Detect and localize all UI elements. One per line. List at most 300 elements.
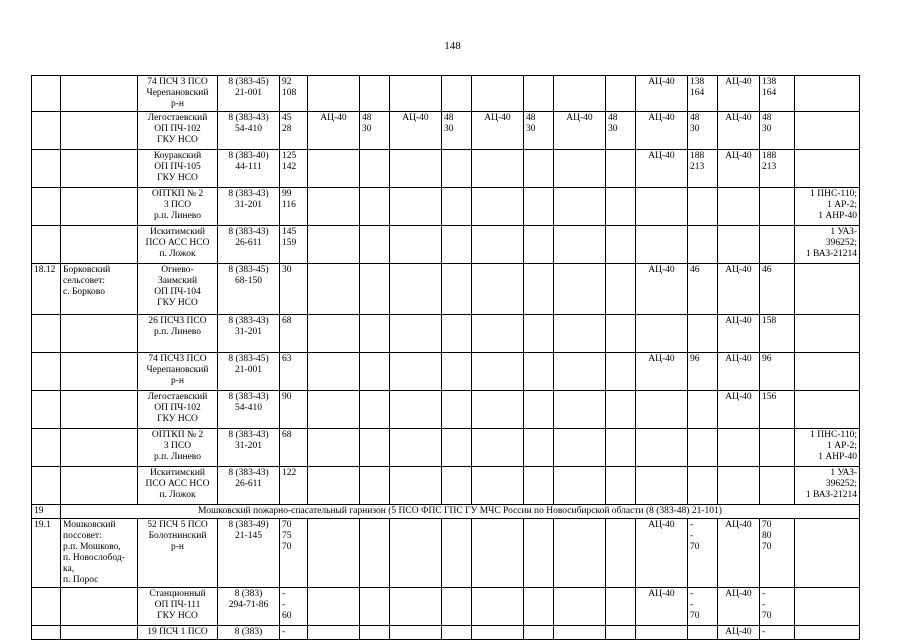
table-row [32, 150, 860, 188]
extra-equipment-cell [795, 391, 860, 429]
vehicle-value-cell [688, 315, 718, 353]
vehicle-value-cell-line: 213 [762, 162, 777, 172]
settlement-cell-line: поссовет: [63, 531, 102, 541]
phone-cell-line: 26-611 [235, 479, 262, 489]
fire-unit-cell-line: ОПТКП № 2 [151, 189, 204, 199]
table-row [32, 626, 860, 640]
vehicle-value-cell-line: 30 [608, 124, 618, 134]
vehicle-value-cell [524, 76, 554, 112]
vehicle-value-cell [606, 519, 636, 588]
vehicle-type-cell: АЦ-40 [718, 112, 760, 150]
fire-unit-cell [138, 112, 218, 150]
phone-cell-line: 8 (383-43) [228, 189, 269, 199]
row-number [32, 429, 61, 467]
vehicle-type-cell [472, 626, 524, 640]
vehicle-type-cell [554, 467, 606, 505]
vehicle-value-cell [688, 150, 718, 188]
settlement-cell-line: Мошковский [63, 520, 116, 530]
distance-cell-line: 70 [282, 542, 292, 552]
vehicle-value-cell [360, 588, 390, 626]
distance-cell [280, 150, 308, 188]
fire-unit-cell-line: Черепановский [146, 88, 209, 98]
vehicle-value-cell [524, 391, 554, 429]
vehicle-value-cell-line: 164 [690, 88, 705, 98]
vehicle-value-cell [760, 226, 795, 264]
vehicle-value-cell [688, 626, 718, 640]
vehicle-value-cell [760, 391, 795, 429]
vehicle-value-cell-line: 70 [762, 520, 772, 530]
vehicle-type-cell [554, 150, 606, 188]
vehicle-type-cell [472, 429, 524, 467]
settlement-cell-line: сельсовет: [63, 276, 106, 286]
extra-equipment-cell [795, 264, 860, 315]
phone-cell [218, 353, 280, 391]
vehicle-value-cell [360, 315, 390, 353]
vehicle-value-cell [606, 150, 636, 188]
vehicle-value-cell-line: 30 [526, 124, 536, 134]
table-row [32, 264, 860, 315]
fire-unit-cell-line: Легостаевский [147, 392, 208, 402]
vehicle-type-cell [472, 76, 524, 112]
settlement-cell-line: Борковский [63, 265, 111, 275]
fire-unit-cell [138, 391, 218, 429]
phone-cell [218, 588, 280, 626]
phone-cell [218, 112, 280, 150]
vehicle-value-cell-line: 138 [690, 77, 705, 87]
vehicle-type-cell [308, 429, 360, 467]
fire-unit-cell-line: ОП ПЧ-102 [154, 403, 201, 413]
vehicle-value-cell [760, 112, 795, 150]
settlement-cell-line: с. Борково [63, 287, 105, 297]
vehicle-type-cell [308, 626, 360, 640]
vehicle-value-cell [606, 467, 636, 505]
vehicle-value-cell [688, 467, 718, 505]
fire-unit-cell-line: Огнево- [161, 265, 194, 275]
row-number [32, 588, 61, 626]
vehicle-value-cell-line: 158 [762, 316, 777, 326]
fire-unit-cell [138, 226, 218, 264]
vehicle-value-cell [442, 626, 472, 640]
vehicle-value-cell [688, 112, 718, 150]
phone-cell-line: 8 (383) [234, 627, 263, 637]
phone-cell-line: 21-145 [235, 531, 262, 541]
vehicle-type-cell [718, 226, 760, 264]
vehicle-value-cell [760, 626, 795, 640]
vehicle-type-cell [636, 315, 688, 353]
vehicle-value-cell [524, 429, 554, 467]
phone-cell [218, 264, 280, 315]
vehicle-type-cell [554, 264, 606, 315]
vehicle-value-cell-line: 48 [444, 113, 454, 123]
distance-cell-line: - [282, 589, 286, 599]
vehicle-type-cell [554, 353, 606, 391]
vehicle-value-cell-line: 30 [690, 124, 700, 134]
phone-cell-line: 21-001 [235, 365, 262, 375]
phone-cell [218, 226, 280, 264]
distance-cell [280, 519, 308, 588]
vehicle-type-cell [308, 467, 360, 505]
vehicle-type-cell [636, 626, 688, 640]
vehicle-type-cell: АЦ-40 [636, 76, 688, 112]
response-schedule-table [31, 75, 860, 640]
phone-cell-line: 8 (383-45) [228, 265, 269, 275]
phone-cell [218, 429, 280, 467]
fire-unit-cell-line: п. Ложок [159, 249, 196, 259]
vehicle-type-cell [718, 188, 760, 226]
vehicle-type-cell [390, 467, 442, 505]
vehicle-value-cell [760, 315, 795, 353]
fire-unit-cell-line: Болотнинский [148, 531, 207, 541]
settlement-cell [61, 626, 138, 640]
fire-unit-cell [138, 588, 218, 626]
fire-unit-cell-line: Легостаевский [147, 113, 208, 123]
vehicle-value-cell-line: 213 [690, 162, 705, 172]
vehicle-type-cell [636, 188, 688, 226]
vehicle-value-cell-line: - [690, 520, 694, 530]
fire-unit-cell-line: р-н [171, 99, 184, 109]
vehicle-value-cell-line: 188 [690, 151, 705, 161]
vehicle-value-cell [360, 467, 390, 505]
vehicle-value-cell [442, 467, 472, 505]
vehicle-value-cell [442, 76, 472, 112]
fire-unit-cell-line: Искитимский [149, 227, 206, 237]
vehicle-type-cell [390, 150, 442, 188]
table-row [32, 76, 860, 112]
distance-cell [280, 112, 308, 150]
settlement-cell [61, 150, 138, 188]
table-row [32, 467, 860, 505]
distance-cell-line: 116 [282, 200, 296, 210]
table-row [32, 226, 860, 264]
vehicle-value-cell [524, 264, 554, 315]
phone-cell-line: 8 (383-45) [228, 77, 269, 87]
vehicle-type-cell [308, 353, 360, 391]
fire-unit-cell [138, 188, 218, 226]
vehicle-value-cell [606, 353, 636, 391]
settlement-cell [61, 353, 138, 391]
vehicle-value-cell [524, 626, 554, 640]
distance-cell [280, 467, 308, 505]
vehicle-value-cell [360, 391, 390, 429]
vehicle-type-cell: АЦ-40 [636, 150, 688, 188]
vehicle-value-cell-line: - [762, 589, 766, 599]
extra-equipment-cell [795, 353, 860, 391]
phone-cell-line: 31-201 [235, 327, 262, 337]
phone-cell-line: 8 (383-43) [228, 113, 269, 123]
extra-equipment-cell-line: 396252; [825, 238, 857, 248]
vehicle-value-cell-line: - [690, 531, 694, 541]
phone-cell-line: 54-410 [235, 124, 262, 134]
fire-unit-cell [138, 150, 218, 188]
vehicle-type-cell: АЦ-40 [718, 519, 760, 588]
distance-cell-line: 142 [282, 162, 297, 172]
phone-cell-line: 8 (383-43) [228, 316, 269, 326]
fire-unit-cell [138, 76, 218, 112]
vehicle-value-cell [360, 353, 390, 391]
vehicle-value-cell-line: - [690, 600, 694, 610]
vehicle-value-cell [688, 588, 718, 626]
vehicle-value-cell [688, 391, 718, 429]
vehicle-type-cell [636, 226, 688, 264]
vehicle-type-cell [636, 391, 688, 429]
distance-cell-line: 30 [282, 265, 292, 275]
vehicle-type-cell [554, 519, 606, 588]
vehicle-type-cell: АЦ-40 [718, 391, 760, 429]
distance-cell [280, 353, 308, 391]
vehicle-value-cell [360, 150, 390, 188]
phone-cell-line: 54-410 [235, 403, 262, 413]
vehicle-value-cell-line: - [690, 589, 694, 599]
vehicle-type-cell [472, 264, 524, 315]
vehicle-value-cell [360, 626, 390, 640]
table-row [32, 588, 860, 626]
vehicle-value-cell [524, 315, 554, 353]
vehicle-value-cell [606, 588, 636, 626]
vehicle-value-cell [442, 226, 472, 264]
vehicle-value-cell-line: 70 [690, 611, 700, 621]
vehicle-value-cell [442, 391, 472, 429]
vehicle-value-cell [360, 429, 390, 467]
fire-unit-cell-line: р.п. Линево [154, 327, 201, 337]
vehicle-value-cell [360, 264, 390, 315]
distance-cell-line: - [282, 627, 286, 637]
vehicle-value-cell [606, 429, 636, 467]
phone-cell-line: 44-111 [235, 162, 262, 172]
settlement-cell [61, 264, 138, 315]
vehicle-type-cell [308, 226, 360, 264]
vehicle-type-cell [308, 150, 360, 188]
vehicle-value-cell-line: 30 [362, 124, 372, 134]
settlement-cell-line: п. Порос [63, 575, 99, 585]
vehicle-value-cell [360, 226, 390, 264]
extra-equipment-cell [795, 626, 860, 640]
vehicle-value-cell [442, 264, 472, 315]
vehicle-type-cell [308, 519, 360, 588]
settlement-cell-line: п. Новослобод- [63, 553, 125, 563]
fire-unit-cell-line: ГКУ НСО [157, 298, 198, 308]
vehicle-type-cell [554, 429, 606, 467]
vehicle-value-cell-line: 48 [762, 113, 772, 123]
vehicle-value-cell [760, 188, 795, 226]
phone-cell-line: 31-201 [235, 200, 262, 210]
extra-equipment-cell-line: 1 АНР-40 [818, 211, 857, 221]
row-number [32, 353, 61, 391]
table-row [32, 315, 860, 353]
fire-unit-cell-line: Искитимский [149, 468, 206, 478]
fire-unit-cell [138, 315, 218, 353]
distance-cell-line: 145 [282, 227, 297, 237]
phone-cell [218, 315, 280, 353]
distance-cell-line: 159 [282, 238, 297, 248]
fire-unit-cell-line: 74 ПСЧ 3 ПСО [147, 77, 208, 87]
row-number [32, 626, 61, 640]
vehicle-value-cell [524, 188, 554, 226]
fire-unit-cell-line: 19 ПСЧ 1 ПСО [147, 627, 208, 637]
distance-cell [280, 226, 308, 264]
phone-cell [218, 519, 280, 588]
vehicle-value-cell-line: 156 [762, 392, 777, 402]
extra-equipment-cell-line: 1 ВАЗ-21214 [805, 249, 857, 259]
vehicle-type-cell [554, 588, 606, 626]
fire-unit-cell [138, 626, 218, 640]
vehicle-type-cell: АЦ-40 [718, 264, 760, 315]
vehicle-value-cell [760, 429, 795, 467]
vehicle-type-cell [472, 588, 524, 626]
vehicle-value-cell [606, 188, 636, 226]
vehicle-value-cell [688, 353, 718, 391]
vehicle-type-cell: АЦ-40 [390, 112, 442, 150]
vehicle-type-cell [390, 429, 442, 467]
distance-cell-line: 90 [282, 392, 292, 402]
vehicle-value-cell [442, 150, 472, 188]
phone-cell [218, 626, 280, 640]
distance-cell-line: 63 [282, 354, 292, 364]
vehicle-value-cell [442, 188, 472, 226]
vehicle-value-cell-line: 46 [690, 265, 700, 275]
vehicle-value-cell-line: - [762, 600, 766, 610]
vehicle-value-cell [360, 188, 390, 226]
phone-cell [218, 467, 280, 505]
vehicle-value-cell [442, 429, 472, 467]
vehicle-value-cell [760, 150, 795, 188]
vehicle-type-cell [308, 188, 360, 226]
fire-unit-cell [138, 467, 218, 505]
vehicle-value-cell-line: 48 [362, 113, 372, 123]
row-number: 19.1 [32, 519, 61, 588]
vehicle-type-cell [308, 76, 360, 112]
extra-equipment-cell [795, 188, 860, 226]
vehicle-value-cell [688, 519, 718, 588]
vehicle-type-cell [472, 519, 524, 588]
distance-cell [280, 188, 308, 226]
fire-unit-cell-line: п. Ложок [159, 490, 196, 500]
vehicle-type-cell: АЦ-40 [636, 353, 688, 391]
vehicle-value-cell [760, 264, 795, 315]
table-row [32, 429, 860, 467]
extra-equipment-cell-line: 1 АР-2; [827, 441, 857, 451]
vehicle-type-cell [308, 391, 360, 429]
distance-cell [280, 588, 308, 626]
fire-unit-cell-line: ОП ПЧ-104 [154, 287, 201, 297]
vehicle-value-cell [524, 112, 554, 150]
vehicle-value-cell [524, 353, 554, 391]
vehicle-value-cell [524, 519, 554, 588]
vehicle-value-cell-line: 70 [762, 542, 772, 552]
vehicle-value-cell [606, 112, 636, 150]
vehicle-type-cell [390, 626, 442, 640]
vehicle-value-cell [524, 588, 554, 626]
vehicle-type-cell [554, 226, 606, 264]
vehicle-value-cell [760, 519, 795, 588]
phone-cell-line: 8 (383-43) [228, 468, 269, 478]
extra-equipment-cell-line: 1 АР-2; [827, 200, 857, 210]
vehicle-type-cell [308, 315, 360, 353]
phone-cell [218, 188, 280, 226]
fire-unit-cell-line: 26 ПСЧ3 ПСО [148, 316, 207, 326]
vehicle-value-cell-line: 80 [762, 531, 772, 541]
vehicle-type-cell [718, 467, 760, 505]
vehicle-type-cell [636, 467, 688, 505]
vehicle-value-cell [760, 467, 795, 505]
settlement-cell [61, 188, 138, 226]
row-number [32, 150, 61, 188]
vehicle-type-cell: АЦ-40 [636, 264, 688, 315]
vehicle-type-cell: АЦ-40 [636, 519, 688, 588]
fire-unit-cell-line: ГКУ НСО [157, 173, 198, 183]
vehicle-value-cell [442, 519, 472, 588]
settlement-cell-line: р.п. Мошково, [63, 542, 121, 552]
phone-cell-line: 26-611 [235, 238, 262, 248]
fire-unit-cell-line: ГКУ НСО [157, 414, 198, 424]
vehicle-value-cell [760, 588, 795, 626]
phone-cell-line: 8 (383-43) [228, 430, 269, 440]
settlement-cell [61, 112, 138, 150]
vehicle-value-cell-line: - [762, 627, 766, 637]
phone-cell-line: 8 (383-45) [228, 354, 269, 364]
garrison-number: 19 [32, 505, 61, 519]
fire-unit-cell-line: 74 ПСЧ3 ПСО [148, 354, 207, 364]
vehicle-type-cell [554, 626, 606, 640]
vehicle-value-cell [442, 112, 472, 150]
phone-cell [218, 391, 280, 429]
page-number: 148 [444, 40, 461, 52]
vehicle-type-cell [390, 315, 442, 353]
distance-cell [280, 391, 308, 429]
vehicle-value-cell-line: 164 [762, 88, 777, 98]
vehicle-type-cell [308, 264, 360, 315]
distance-cell-line: 70 [282, 520, 292, 530]
vehicle-value-cell [688, 264, 718, 315]
vehicle-value-cell-line: 96 [762, 354, 772, 364]
garrison-title: Мошковский пожарно-спасательный гарнизон (5 ПСО ФПС ГПС ГУ МЧС России по Новосибирской области (8 (383-48) 21-101) [61, 505, 860, 519]
vehicle-type-cell: АЦ-40 [308, 112, 360, 150]
vehicle-value-cell [360, 519, 390, 588]
vehicle-type-cell [472, 467, 524, 505]
phone-cell-line: 21-001 [235, 88, 262, 98]
vehicle-value-cell [688, 76, 718, 112]
vehicle-value-cell [688, 188, 718, 226]
fire-unit-cell-line: р.п. Линево [154, 452, 201, 462]
fire-unit-cell-line: р-н [171, 542, 184, 552]
vehicle-value-cell-line: 70 [690, 542, 700, 552]
fire-unit-cell [138, 353, 218, 391]
vehicle-value-cell [606, 391, 636, 429]
table-row [32, 353, 860, 391]
vehicle-type-cell [390, 226, 442, 264]
vehicle-value-cell [688, 226, 718, 264]
vehicle-value-cell-line: 48 [526, 113, 536, 123]
extra-equipment-cell-line: 1 АНР-40 [818, 452, 857, 462]
distance-cell-line: 60 [282, 611, 292, 621]
fire-unit-cell-line: 3 ПСО [163, 200, 192, 210]
vehicle-value-cell-line: 48 [690, 113, 700, 123]
distance-cell-line: 122 [282, 468, 297, 478]
extra-equipment-cell-line: 1 ПНС-110; [810, 189, 857, 199]
distance-cell [280, 429, 308, 467]
settlement-cell [61, 226, 138, 264]
distance-cell-line: 92 [282, 77, 292, 87]
fire-unit-cell-line: ГКУ НСО [157, 611, 198, 621]
vehicle-type-cell [390, 353, 442, 391]
vehicle-value-cell [760, 353, 795, 391]
vehicle-type-cell [390, 519, 442, 588]
phone-cell-line: 294-71-86 [228, 600, 269, 610]
vehicle-type-cell [636, 429, 688, 467]
vehicle-value-cell-line: 46 [762, 265, 772, 275]
vehicle-value-cell [524, 467, 554, 505]
phone-cell-line: 8 (383-43) [228, 392, 269, 402]
row-number [32, 467, 61, 505]
